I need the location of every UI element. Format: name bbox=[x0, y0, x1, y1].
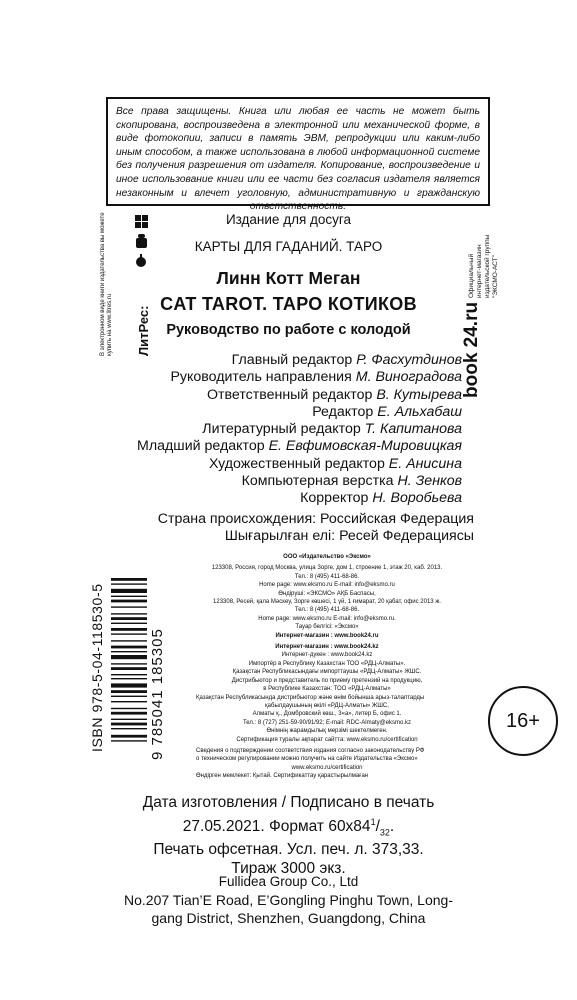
credit-row bbox=[112, 369, 462, 386]
credit-role: Руководитель направления bbox=[170, 369, 352, 386]
print-date-label: Дата изготовления / Подписано в печать bbox=[142, 794, 435, 811]
barcode-bar bbox=[111, 667, 147, 670]
credit-row bbox=[112, 473, 462, 490]
barcode-bar bbox=[111, 678, 147, 679]
credit-row bbox=[112, 456, 462, 473]
format-fraction-numerator: 1 bbox=[370, 816, 376, 827]
credit-name: Н. Воробьева bbox=[372, 490, 462, 507]
publisher-line: Интернет-дүкен : www.book24.kz bbox=[281, 652, 373, 659]
author-name: Линн Котт Меган bbox=[216, 268, 361, 288]
barcode-bar bbox=[111, 651, 147, 652]
credit-name: Е. Евфимовская-Мировицкая bbox=[268, 438, 462, 455]
barcode-bar bbox=[111, 628, 147, 631]
barcode-bar bbox=[111, 578, 147, 581]
country-of-origin bbox=[112, 511, 474, 546]
book24-note-line3: издательской группы bbox=[484, 234, 491, 298]
publisher-line: Тел.: 8 (727) 251-59-90/91/92; E-mail: RDC-Almaty@eksmo.kz bbox=[242, 719, 412, 726]
manufacturer-address-line1: No.207 Tian’E Road, E’Gongling Pinghu Town, Long- bbox=[124, 892, 453, 908]
barcode-bar bbox=[111, 646, 147, 649]
copyright-notice: Все права защищены. Книга или любая ее часть не может быть скопирована, воспроизведена в электронной или механической форме, в виде фотокопии, записи в память ЭВМ, репродукции или каким-либо иным способом, а также использована в любой информационной системе без получения разрешения от издателя. Копирование, воспроизведение и иное использование книги или ее части без согласия издателя является незаконным и влечет уголовную, административную и гражданскую ответственность. bbox=[106, 97, 490, 206]
manufacturer-name: Fullidea Group Co., Ltd bbox=[218, 874, 359, 889]
credit-role: Младший редактор bbox=[137, 438, 265, 455]
barcode-digits: 9 785041 185305 bbox=[149, 628, 166, 760]
print-type: Печать офсетная. Усл. печ. л. 373,33. bbox=[153, 841, 424, 859]
print-format-text: 27.05.2021. Формат 60х84 bbox=[182, 817, 371, 835]
print-run: Тираж 3000 экз. bbox=[231, 859, 346, 877]
publisher-line: Дистрибьютор и представитель по приему претензий на продукцию, bbox=[231, 677, 423, 684]
barcode-bar bbox=[111, 623, 147, 624]
print-info bbox=[0, 794, 577, 878]
isbn-text: ISBN 978-5-04-118530-5 bbox=[89, 583, 105, 752]
credit-role: Ответственный редактор bbox=[206, 386, 373, 403]
credit-name: Р. Фасхутдинов bbox=[356, 352, 462, 368]
format-fraction-denominator: 32 bbox=[379, 826, 390, 837]
credit-name: М. Виноградова bbox=[355, 369, 462, 386]
barcode-bar bbox=[111, 701, 147, 702]
publisher-line: Қазақстан Республикасында дистрибьютор және өнім бойынша арыз-талаптарды bbox=[196, 694, 425, 701]
publisher-line: Сертификация туралы ақпарат сайтта: www.eksmo.ru/certification bbox=[236, 736, 418, 743]
publisher-line: Интернет-магазин : www.book24.ru bbox=[275, 632, 379, 639]
barcode-bar bbox=[111, 663, 147, 664]
credit-role: Главный редактор bbox=[231, 352, 353, 368]
publisher-line: Тел.: 8 (495) 411-68-86. bbox=[294, 607, 360, 614]
publisher-name: ООО «Издательство «Эксмо» bbox=[283, 554, 371, 560]
book24-logo: book 24.ru bbox=[461, 301, 482, 398]
publisher-line: Интернет-магазин : www.book24.kz bbox=[275, 644, 379, 651]
barcode-bar bbox=[111, 690, 147, 693]
publisher-line: в Республике Казахстан: ТОО «РДЦ-Алматы» bbox=[263, 686, 391, 693]
barcode-bar bbox=[111, 606, 147, 607]
barcode-bar bbox=[111, 683, 147, 687]
publisher-line: о техническом регулировании можно получить на сайте Издательства «Эксмо» bbox=[196, 756, 418, 763]
barcode-bar bbox=[111, 696, 147, 697]
barcode-bar bbox=[111, 674, 147, 675]
publisher-line: Home page: www.eksmo.ru E-mail: info@eksmo.ru bbox=[259, 582, 395, 589]
credit-name: Н. Зенков bbox=[397, 473, 462, 490]
barcode-bar bbox=[111, 589, 147, 593]
age-rating-text: 16+ bbox=[506, 709, 540, 732]
book-title: CAT TAROT. ТАРО КОТИКОВ bbox=[160, 294, 417, 314]
barcode bbox=[109, 576, 149, 756]
credit-role: Компьютерная верстка bbox=[241, 473, 394, 490]
barcode-bar bbox=[111, 723, 147, 726]
credit-row bbox=[112, 438, 462, 455]
barcode-bar bbox=[111, 655, 147, 659]
credit-role: Корректор bbox=[300, 490, 369, 507]
credit-row bbox=[112, 404, 462, 421]
category-leisure: Издание для досуга bbox=[225, 212, 352, 227]
barcode-bar bbox=[111, 735, 147, 738]
credit-name: Е. Альхабаш bbox=[377, 403, 462, 420]
credit-name: Е. Анисина bbox=[388, 455, 462, 472]
barcode-bar bbox=[111, 617, 147, 620]
staff-credits bbox=[112, 352, 462, 508]
publisher-line: қабылдаушының өкілі «РДЦ-Алматы» ЖШС, bbox=[265, 702, 389, 709]
credit-role: Редактор bbox=[312, 403, 374, 420]
print-format: 27.05.2021. Формат $60х84^1/_{32}$. bbox=[182, 816, 395, 837]
credit-role: Художественный редактор bbox=[208, 455, 385, 472]
litres-logo: ЛитРес: bbox=[136, 305, 151, 356]
country-kz: Шығарылған елі: Ресей Федерациясы bbox=[224, 528, 474, 545]
credit-row bbox=[112, 421, 462, 438]
barcode-bar bbox=[111, 613, 147, 614]
litres-note-line1: В электронном виде книги издательства вы можете bbox=[100, 212, 106, 356]
publisher-line: Өнімнің жарамдылық мерзімі шектелмеген. bbox=[266, 728, 388, 735]
category-tarot: КАРТЫ ДЛЯ ГАДАНИЙ. ТАРО bbox=[194, 239, 383, 254]
publisher-line: Тауар белгісі: «Эксмо» bbox=[295, 624, 359, 631]
credit-role: Литературный редактор bbox=[202, 421, 361, 438]
barcode-bar bbox=[111, 600, 147, 603]
barcode-bar bbox=[111, 719, 147, 720]
book-subtitle: Руководство по работе с колодой bbox=[166, 322, 411, 338]
print-format-end: . bbox=[389, 817, 395, 835]
book24-note-line2: интернет-магазин bbox=[476, 244, 483, 298]
barcode-bar bbox=[111, 740, 147, 741]
barcode-bar bbox=[111, 728, 147, 729]
credit-row bbox=[112, 387, 462, 404]
barcode-bar bbox=[111, 583, 147, 584]
publisher-line: 123308, Россия, город Москва, улица Зорге, дом 1, строение 1, этаж 20, каб. 2013. bbox=[211, 565, 443, 572]
book24-note-line1: Официальный bbox=[468, 253, 475, 298]
publisher-line: Импортёр в Республику Казахстан ТОО «РДЦ-Алматы». bbox=[248, 660, 406, 667]
publisher-line: Home page: www.eksmo.ru E-mail: info@eksmo.ru. bbox=[258, 615, 396, 622]
book24-note-line4: "ЭКСМО-АСТ" bbox=[492, 255, 499, 298]
credit-name: В. Кутырева bbox=[376, 386, 462, 403]
manufacturer-info bbox=[0, 873, 577, 927]
publisher-line: 123308, Ресей, қала Мәскеу, Зорге көшесі, 1 үй, 1 ғимарат, 20 қабат, офис 2013 ж. bbox=[213, 599, 441, 606]
publisher-line: Қазақстан Республикасындағы импорттаушы «РДЦ-Алматы» ЖШС. bbox=[232, 669, 422, 676]
publisher-line: Тел.: 8 (495) 411-68-86. bbox=[294, 573, 360, 580]
barcode-bar bbox=[111, 712, 147, 715]
publisher-line: Сведения о подтверждении соответствия издания согласно законодательству РФ bbox=[196, 747, 425, 754]
publisher-line: www.eksmo.ru/certification bbox=[291, 764, 363, 771]
credit-row bbox=[112, 490, 462, 507]
country-ru: Страна происхождения: Российская Федерация bbox=[157, 511, 474, 527]
publisher-line: Өндіруші: «ЭКСМО» АҚБ Баспасы, bbox=[278, 590, 376, 597]
litres-note-line2: купить на www.litres.ru bbox=[107, 293, 113, 356]
barcode-bar bbox=[111, 633, 147, 634]
manufacturer-address-line2: gang District, Shenzhen, Guangdong, China bbox=[151, 910, 426, 926]
publisher-line: Өндірген мемлекет: Қытай. Сертификаттау қарастырылмаған bbox=[196, 773, 369, 780]
publisher-line: Алматы қ., Домбровский көш., 3«а», литер Б, офис 1. bbox=[252, 711, 402, 718]
barcode-bar bbox=[111, 640, 147, 641]
age-rating-badge bbox=[488, 686, 558, 756]
credit-name: Т. Капитанова bbox=[364, 421, 462, 438]
credit-row bbox=[112, 352, 462, 369]
barcode-bar bbox=[111, 596, 147, 597]
barcode-bar bbox=[111, 708, 147, 709]
publisher-info bbox=[196, 553, 458, 781]
